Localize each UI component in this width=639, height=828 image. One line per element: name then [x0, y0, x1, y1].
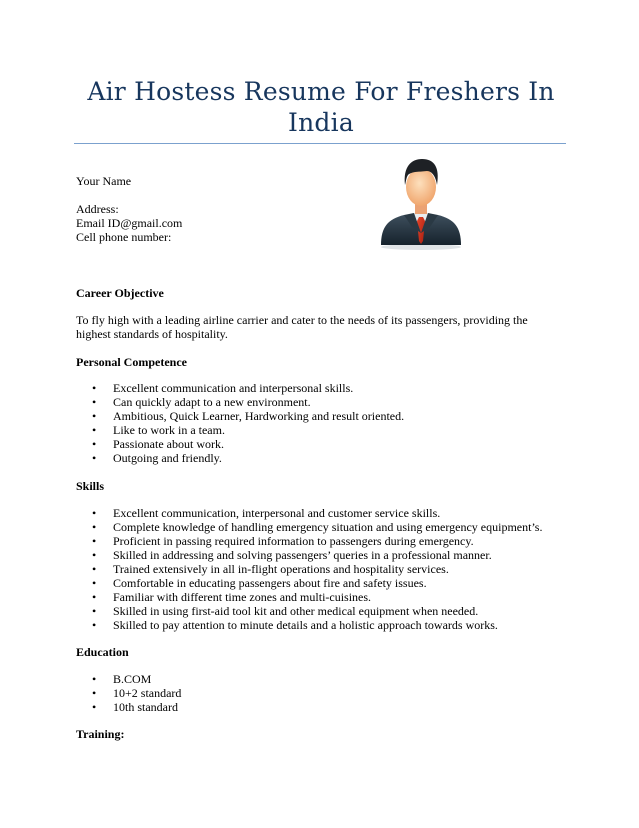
list-item: • Outgoing and friendly.	[76, 451, 404, 465]
career-objective-heading: Career Objective	[76, 286, 164, 300]
list-item: • Excellent communication, interpersonal and customer service skills.	[76, 506, 542, 520]
list-item: • 10+2 standard	[76, 686, 181, 700]
list-item: • Comfortable in educating passengers about fire and safety issues.	[76, 576, 542, 590]
list-item: • Skilled in using first-aid tool kit and other medical equipment when needed.	[76, 604, 542, 618]
list-item: • Complete knowledge of handling emergency situation and using emergency equipment’s.	[76, 520, 542, 534]
contact-name: Your Name	[76, 174, 132, 188]
list-item: • Familiar with different time zones and multi-cuisines.	[76, 590, 542, 604]
education-heading: Education	[76, 645, 129, 659]
spacer	[76, 188, 182, 202]
list-item: • Excellent communication and interpersonal skills.	[76, 381, 404, 395]
list-item: • Can quickly adapt to a new environment.	[76, 395, 404, 409]
list-item: • Proficient in passing required information to passengers during emergency.	[76, 534, 542, 548]
page-title: Air Hostess Resume For Freshers In India	[87, 77, 555, 137]
career-objective-text: To fly high with a leading airline carrier and cater to the needs of its passengers, providing the highest standards of hospitality.	[76, 313, 528, 341]
list-item: • Ambitious, Quick Learner, Hardworking and result oriented.	[76, 409, 404, 423]
personal-competence-heading: Personal Competence	[76, 355, 187, 369]
personal-competence-list	[76, 381, 404, 465]
skills-list	[76, 506, 542, 632]
title-divider	[74, 143, 566, 144]
list-item: • 10th standard	[76, 700, 181, 714]
contact-address: Address:	[76, 202, 119, 216]
list-item: • Skilled to pay attention to minute details and a holistic approach towards works.	[76, 618, 542, 632]
list-item: • B.COM	[76, 672, 181, 686]
training-heading: Training:	[76, 727, 125, 741]
skills-heading: Skills	[76, 479, 105, 493]
list-item: • Trained extensively in all in-flight operations and hospitality services.	[76, 562, 542, 576]
contact-block	[76, 174, 182, 244]
contact-phone: Cell phone number:	[76, 230, 172, 244]
list-item: • Skilled in addressing and solving passengers’ queries in a professional manner.	[76, 548, 542, 562]
list-item: • Passionate about work.	[76, 437, 404, 451]
businessman-avatar-icon	[378, 155, 464, 251]
list-item: • Like to work in a team.	[76, 423, 404, 437]
education-list	[76, 672, 181, 714]
contact-email: Email ID@gmail.com	[76, 216, 183, 230]
